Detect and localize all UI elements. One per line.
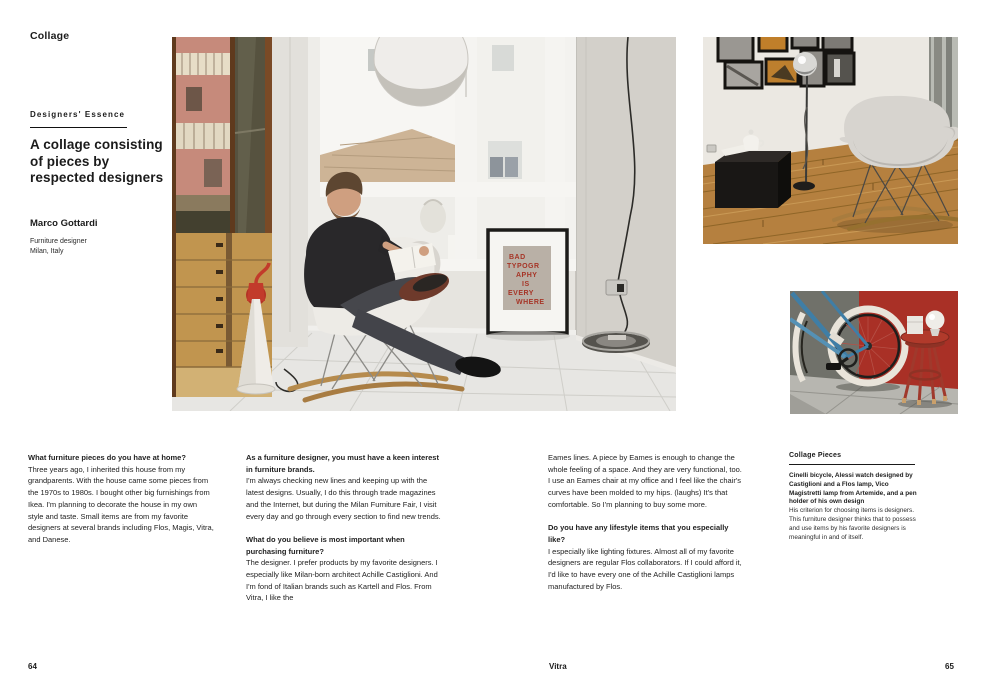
photo-caption bbox=[789, 452, 917, 542]
interview-column-1 bbox=[28, 452, 214, 546]
author-meta bbox=[30, 237, 87, 256]
interview-column-2 bbox=[246, 452, 444, 604]
page-number-left: 64 bbox=[28, 662, 37, 671]
question: What furniture pieces do you have at home? bbox=[28, 453, 186, 462]
caption-body: His criterion for choosing items is designers. This furniture designer thinks that to possess and use items by his favorite designers is meaningful in and of itself. bbox=[789, 507, 916, 541]
window-ornament bbox=[420, 201, 446, 233]
answer: Three years ago, I inherited this house from my grandparents. With the house came some pieces from the 1970s to 1980s. I bought other big furnishings from Ikea. I'm planning to decorate the house in my own style and taste. Small items are from my favorite designers at several brands including Flos, Magis, Vitra, and Danese. bbox=[28, 464, 214, 544]
answer: I'm always checking new lines and keeping up with the latest designs. Usually, I do this through trade magazines and the Internet, but during the Milan Furniture Fair, I visit every day and go through every section to find new trends. bbox=[246, 476, 441, 521]
glass-cabinet bbox=[230, 37, 272, 233]
caption-lead: Cinelli bicycle, Alessi watch designed by Castiglioni and a Flos lamp, Vico Magistretti lamp from Artemide, and a pen holder of his own design bbox=[789, 472, 917, 506]
author-role: Furniture designer bbox=[30, 238, 87, 245]
poster-line: EVERY bbox=[508, 290, 534, 297]
teapot bbox=[743, 135, 759, 150]
question: What do you believe is most important when purchasing furniture? bbox=[246, 534, 405, 556]
caption-heading: Collage Pieces bbox=[789, 452, 842, 459]
author-name: Marco Gottardi bbox=[30, 218, 98, 229]
photo-chair-room bbox=[703, 37, 958, 244]
page-number-right: 65 bbox=[945, 662, 954, 671]
wall-socket bbox=[707, 145, 716, 152]
interview-column-3 bbox=[548, 452, 746, 592]
section-label: Collage bbox=[30, 30, 70, 42]
question: Do you have any lifestyle items that you especially like? bbox=[548, 523, 729, 544]
photo-bicycle bbox=[790, 291, 958, 414]
gallery-frames bbox=[718, 37, 854, 88]
poster-line: TYPOGR bbox=[507, 263, 540, 270]
typography-poster bbox=[486, 230, 570, 341]
ball-lamp bbox=[926, 311, 945, 330]
series-rule bbox=[30, 127, 127, 128]
white-box bbox=[907, 316, 923, 334]
poster-line: WHERE bbox=[516, 299, 545, 306]
poster-line: BAD bbox=[509, 254, 526, 261]
series-label: Designers' Essence bbox=[30, 110, 126, 119]
caption-rule bbox=[789, 464, 915, 465]
answer: I especially like lighting fixtures. Almost all of my favorite designers are regular Flos collaborators. If I could afford it, I'd like to have every one of the Achille Castiglioni lamps manufactured by Flos. bbox=[548, 546, 742, 591]
page-title: A collage consisting of pieces by respected designers bbox=[30, 137, 164, 185]
answer: The designer. I prefer products by my favorite designers. I especially like Milan-born architect Achille Castiglioni. And I'm fond of Italian brands such as Kartell and Flos. From Vitra, I like the bbox=[246, 558, 438, 603]
photo-main-interior bbox=[172, 37, 676, 411]
answer-continued: Eames lines. A piece by Eames is enough to change the whole feeling of a space. And they are very functional, too. I use an Eames chair at my office and I feel like the chair's curves have been molded to my hips. (laughs) It's that comfortable. So I'm planning to buy some more. bbox=[548, 453, 742, 509]
poster-line: APHY bbox=[516, 272, 538, 279]
pedal bbox=[826, 363, 841, 370]
author-location: Milan, Italy bbox=[30, 247, 64, 255]
poster-line: IS bbox=[522, 281, 530, 288]
footer-brand: Vitra bbox=[549, 662, 567, 671]
question: As a furniture designer, you must have a keen interest in furniture brands. bbox=[246, 453, 439, 474]
